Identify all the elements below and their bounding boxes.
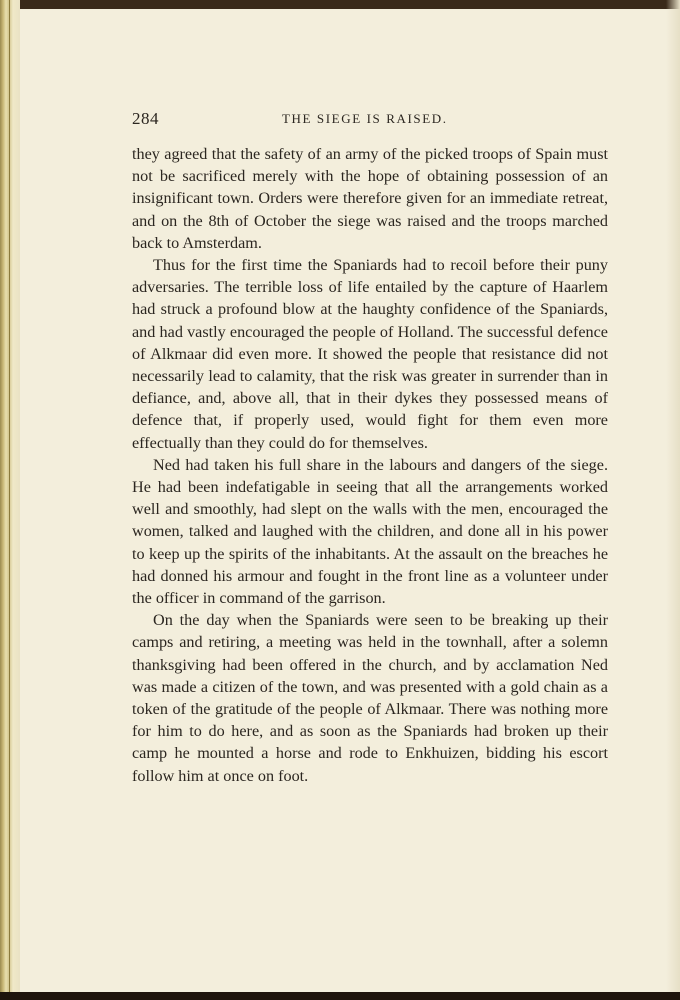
page-header: [132, 109, 608, 133]
running-title: THE SIEGE IS RAISED.: [282, 111, 448, 126]
book-spine: [0, 0, 20, 1000]
paragraph: Thus for the first time the Spaniards had to recoil before their puny adversaries. The terrible loss of life entailed by the capture of Haarlem had struck a profound blow at the haughty confidence of the Spaniards, and had vastly encouraged the people of Holland. The successful defence of Alkmaar did even more. It showed the people that resistance did not necessarily lead to calamity, that the risk was greater in surrender than in defiance, and, above all, that in their dykes they possessed means of defence that, if properly used, would fight for them even more effectually than they could do for themselves.: [132, 256, 608, 452]
page-top-edge: [0, 0, 680, 9]
body-text: [132, 143, 608, 787]
page-edge-shadow: [666, 0, 680, 1000]
spine-fold-line: [9, 0, 10, 1000]
paragraph: they agreed that the safety of an army of the picked troops of Spain must not be sacrificed merely with the hope of obtaining possession of an insignificant town. Orders were therefore given for an immediate retreat, and on the 8th of October the siege was raised and the troops marched back to Amsterdam.: [132, 145, 608, 252]
page-number: 284: [132, 109, 159, 128]
paragraph: Ned had taken his full share in the labours and dangers of the siege. He had been indefatigable in seeing that all the arrangements worked well and smoothly, had slept on the walls with the men, encouraged the women, talked and laughed with the children, and done all in his power to keep up the spirits of the inhabitants. At the assault on the breaches he had donned his armour and fought in the front line as a volunteer under the officer in command of the garrison.: [132, 455, 608, 608]
paragraph: On the day when the Spaniards were seen to be breaking up their camps and retiring, a meeting was held in the townhall, after a solemn thanksgiving had been offered in the church, and by acclamation Ned was made a citizen of the town, and was presented with a gold chain as a token of the gratitude of the people of Alkmaar. There was nothing more for him to do here, and as soon as the Spaniards had broken up their camp he mounted a horse and rode to Enkhuizen, bidding his escort follow him at once on foot.: [132, 611, 608, 785]
page-bottom-edge: [0, 992, 680, 1000]
